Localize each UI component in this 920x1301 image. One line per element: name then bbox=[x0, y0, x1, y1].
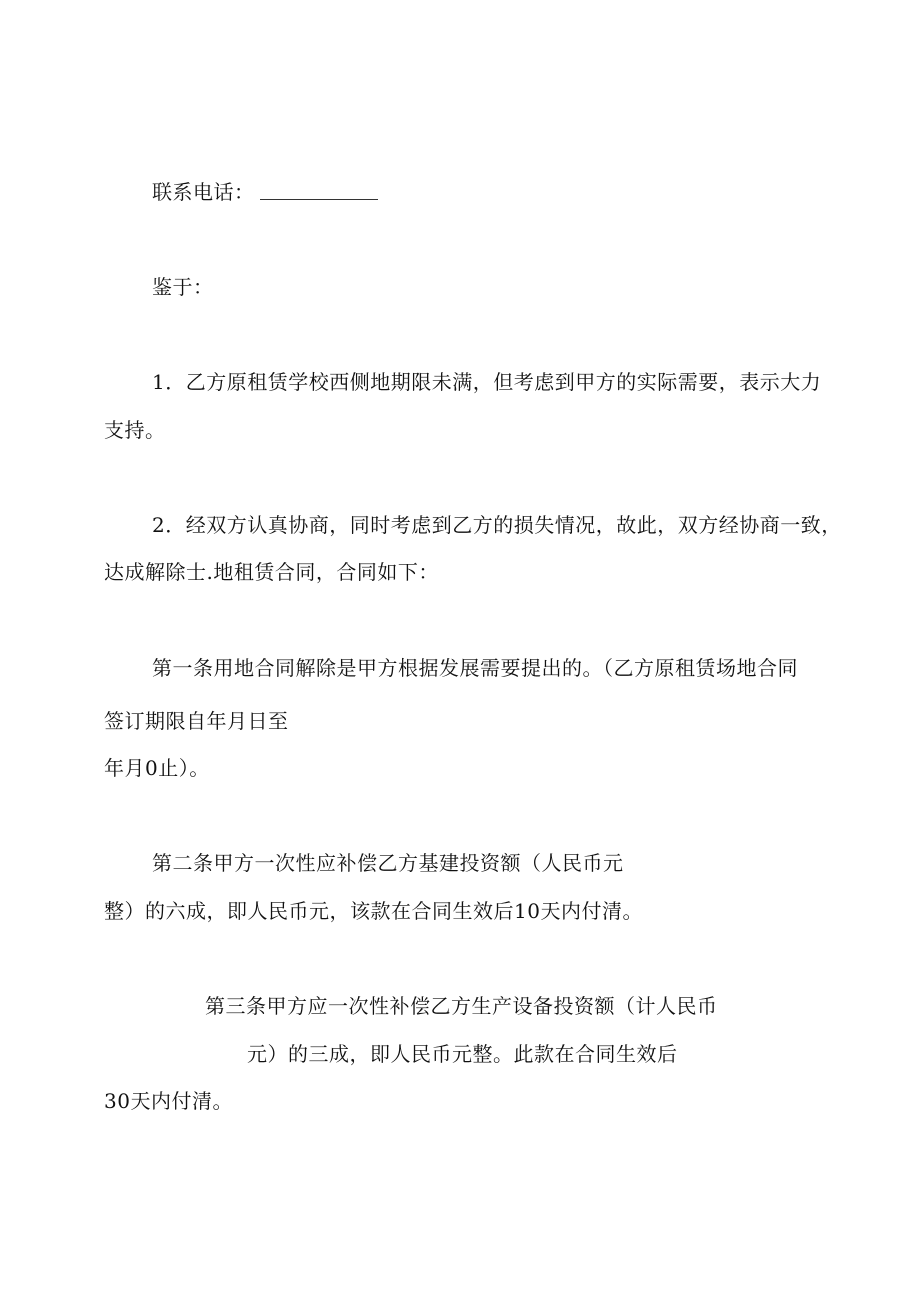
contact-phone-blank bbox=[260, 199, 378, 200]
article-3-line-2: 元）的三成，即人民币元整。此款在合同生效后 bbox=[247, 1042, 678, 1066]
article-2-line-1: 第二条甲方一次性应补偿乙方基建投资额（人民币元 bbox=[152, 851, 624, 875]
article-1-line-2: 签订期限自年月日至 bbox=[104, 709, 289, 733]
article-1-line-3: 年月0止）。 bbox=[104, 756, 210, 780]
whereas-label: 鉴于： bbox=[152, 275, 214, 299]
article-3-line-3: 30天内付清。 bbox=[104, 1089, 233, 1113]
recital-1-line-2: 支持。 bbox=[104, 418, 166, 442]
recital-2-line-2: 达成解除士.地租赁合同，合同如下： bbox=[104, 560, 439, 584]
recital-2-line-1: 2．经双方认真协商，同时考虑到乙方的损失情况，故此，双方经协商一致， bbox=[152, 513, 842, 537]
article-3-line-1: 第三条甲方应一次性补偿乙方生产设备投资额（计人民币 bbox=[205, 994, 718, 1018]
article-1-line-1: 第一条用地合同解除是甲方根据发展需要提出的。（乙方原租赁场地合同 bbox=[152, 656, 798, 680]
contact-phone-label: 联系电话： bbox=[152, 180, 255, 204]
recital-1-line-1: 1．乙方原租赁学校西侧地期限未满，但考虑到甲方的实际需要，表示大力 bbox=[152, 370, 822, 394]
article-2-line-2: 整）的六成，即人民币元，该款在合同生效后10天内付清。 bbox=[104, 899, 643, 923]
